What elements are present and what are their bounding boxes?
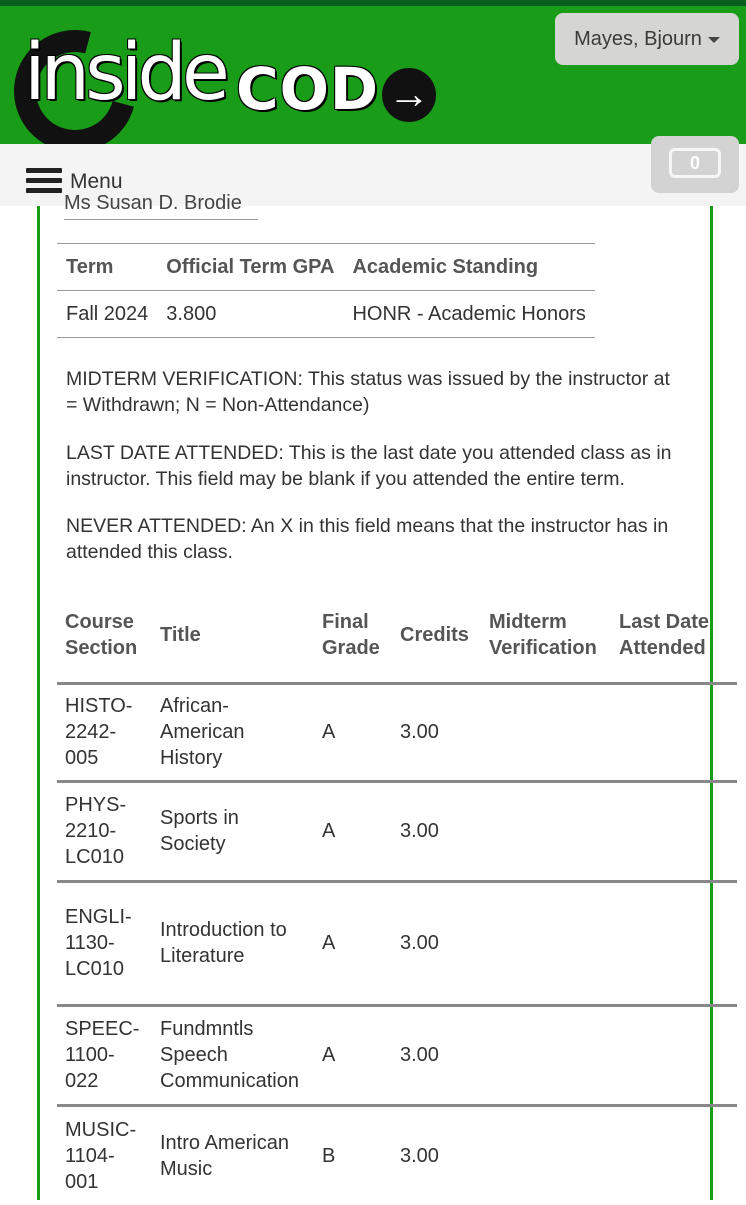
course-section: HISTO- 2242- 005 xyxy=(57,683,152,781)
course-midterm xyxy=(481,1005,611,1105)
logo-arrow-icon: → xyxy=(382,68,436,122)
course-grade: A xyxy=(314,781,392,881)
table-row xyxy=(57,781,737,881)
last-date-note: LAST DATE ATTENDED: This is the last date you attended class as in instructor. This field may be blank if you attended the entire term. xyxy=(66,442,672,490)
user-name: Mayes, Bjourn xyxy=(574,27,702,50)
gpa-term: Fall 2024 xyxy=(57,291,157,338)
site-header xyxy=(0,6,746,144)
course-section: PHYS- 2210- LC010 xyxy=(57,781,152,881)
course-midterm xyxy=(481,1105,611,1205)
course-title: Sports in Society xyxy=(152,781,314,881)
course-title: Intro American Music xyxy=(152,1105,314,1205)
course-section: MUSIC- 1104- 001 xyxy=(57,1105,152,1205)
table-row xyxy=(57,1105,737,1205)
gpa-header-term: Term xyxy=(57,244,157,291)
course-last-date xyxy=(611,781,737,881)
course-credits: 3.00 xyxy=(392,1105,481,1205)
table-row xyxy=(57,881,737,1005)
hamburger-icon[interactable] xyxy=(26,168,62,194)
table-row xyxy=(57,1005,737,1105)
gpa-table xyxy=(57,243,595,338)
course-table xyxy=(57,588,737,1205)
cart-count: 0 xyxy=(669,148,721,178)
course-last-date xyxy=(611,1005,737,1105)
table-row xyxy=(57,683,737,781)
course-grade: A xyxy=(314,1005,392,1105)
col-last-date: Last Date Attended xyxy=(611,588,737,683)
gpa-value: 3.800 xyxy=(157,291,343,338)
course-title: African- American History xyxy=(152,683,314,781)
cart-button[interactable] xyxy=(651,136,739,193)
never-attended-note: NEVER ATTENDED: An X in this field means that the instructor has in attended this class. xyxy=(66,515,669,563)
inside-cod-logo[interactable] xyxy=(10,20,440,144)
course-section: ENGLI- 1130- LC010 xyxy=(57,881,152,1005)
course-title: Fundmntls Speech Communication xyxy=(152,1005,314,1105)
course-midterm xyxy=(481,781,611,881)
logo-cod-text: COD xyxy=(236,55,380,123)
col-final-grade: Final Grade xyxy=(314,588,392,683)
gpa-header-standing: Academic Standing xyxy=(343,244,594,291)
caret-down-icon xyxy=(708,37,720,43)
course-grade: B xyxy=(314,1105,392,1205)
midterm-note: MIDTERM VERIFICATION: This status was issued by the instructor at = Withdrawn; N = Non-Attendance) xyxy=(66,368,670,416)
grades-content xyxy=(37,192,713,1200)
menu-label[interactable]: Menu xyxy=(70,170,123,193)
course-credits: 3.00 xyxy=(392,781,481,881)
gpa-header-gpa: Official Term GPA xyxy=(157,244,343,291)
course-grade: A xyxy=(314,683,392,781)
course-credits: 3.00 xyxy=(392,1005,481,1105)
col-midterm: Midterm Verification xyxy=(481,588,611,683)
advisor-name: Ms Susan D. Brodie xyxy=(64,192,258,220)
course-grade: A xyxy=(314,881,392,1005)
col-course-section: Course Section xyxy=(57,588,152,683)
course-last-date xyxy=(611,881,737,1005)
course-credits: 3.00 xyxy=(392,881,481,1005)
col-title: Title xyxy=(152,588,314,683)
course-last-date xyxy=(611,1105,737,1205)
course-section: SPEEC- 1100- 022 xyxy=(57,1005,152,1105)
user-menu-button[interactable] xyxy=(555,13,739,65)
gpa-standing: HONR - Academic Honors xyxy=(343,291,594,338)
col-credits: Credits xyxy=(392,588,481,683)
course-midterm xyxy=(481,881,611,1005)
course-title: Introduction to Literature xyxy=(152,881,314,1005)
course-last-date xyxy=(611,683,737,781)
course-midterm xyxy=(481,683,611,781)
logo-inside-text: inside xyxy=(24,28,225,118)
course-credits: 3.00 xyxy=(392,683,481,781)
